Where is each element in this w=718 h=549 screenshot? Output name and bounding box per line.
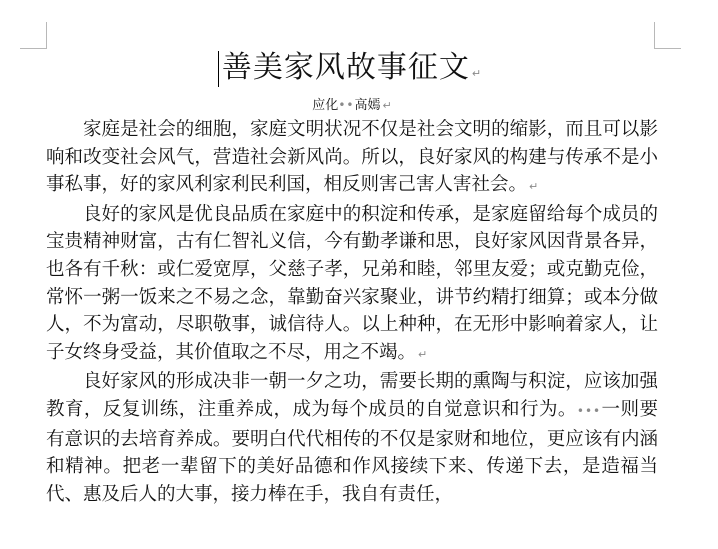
document-page[interactable]: [46, 40, 658, 508]
document-title-text: 善美家风故事征文: [221, 50, 470, 85]
paragraph-3-text: 良好家风的形成决非一朝一夕之功，需要长期的熏陶与积淀，应该加强教育，反复训练，注重养成，成为每个成员的自觉意识和行为。: [46, 371, 658, 420]
author-line[interactable]: [46, 95, 658, 116]
space-marks: •••: [576, 403, 602, 418]
paragraph-mark-icon: ↵: [418, 347, 428, 361]
author-name: 高嫣: [354, 98, 381, 113]
space-marks: ••: [338, 98, 355, 112]
paragraph-mark-icon: ↵: [471, 67, 483, 80]
text-cursor: [218, 51, 219, 87]
paragraph-1[interactable]: [46, 116, 658, 201]
document-title[interactable]: [222, 48, 482, 94]
paragraph-2[interactable]: [46, 201, 658, 369]
paragraph-3[interactable]: [46, 368, 658, 508]
paragraph-2-text: 良好的家风是优良品质在家庭中的积淀和传承，是家庭留给每个成员的宝贵精神财富，古有仁智礼义信，今有勤孝谦和思，良好家风因背景各异，也各有千秋：或仁爱宽厚，父慈子孝，兄弟和睦，邻里友爱；或克勤克俭，常怀一粥一饭来之不易之念，靠勤奋兴家聚业，讲节约精打细算；或本分做人，不为富动，尽职敬事，诚信待人。以上种种，在无形中影响着家人，让子女终身受益，其价值取之不尽，用之不竭。: [46, 203, 658, 363]
paragraph-1-text: 家庭是社会的细胞，家庭文明状况不仅是社会文明的缩影，而且可以影响和改变社会风气，营造社会新风尚。所以，良好家风的构建与传承不是小事私事，好的家风利家利民利国，相反则害己害人害社会。: [46, 119, 658, 196]
paragraph-mark-icon: ↵: [382, 99, 392, 112]
paragraph-mark-icon: ↵: [529, 180, 539, 194]
title-line: [46, 48, 658, 94]
paragraph-3-continuation: 一则要有意识的去培育养成。要明白代代相传的不仅是家财和地位，更应该有内涵和精神。把老一辈留下的美好品德和作风接续下来、传递下去，是造福当代、惠及后人的大事，接力棒在手，我自有责任，: [46, 398, 658, 505]
page-corner-mark-top-right: [654, 22, 681, 49]
page-corner-mark-top-left: [20, 22, 47, 49]
author-prefix: 应化: [312, 98, 339, 113]
